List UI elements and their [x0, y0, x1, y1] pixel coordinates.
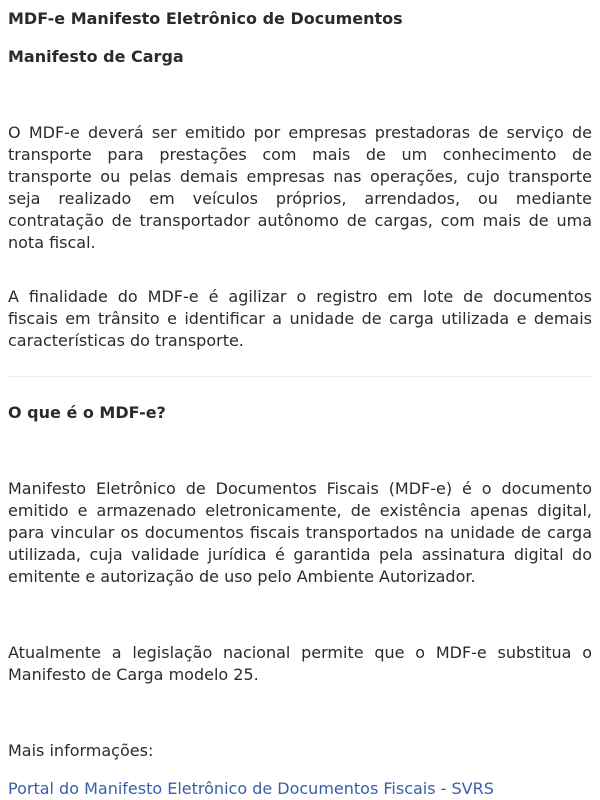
document-subtitle: Manifesto de Carga [8, 47, 184, 66]
paragraph-legislation: Atualmente a legislação nacional permite que o MDF-e substitua o Manifesto de Carga modelo 25. [8, 643, 592, 684]
section-heading: O que é o MDF-e? [8, 403, 166, 422]
paragraph-purpose: A finalidade do MDF-e é agilizar o registro em lote de documentos fiscais em trânsito e identificar a unidade de carga utilizada e demais características do transporte. [8, 287, 592, 350]
document-title: MDF-e Manifesto Eletrônico de Documentos [8, 9, 403, 28]
paragraph-emission-rules: O MDF-e deverá ser emitido por empresas prestadoras de serviço de transporte para prestações com mais de um conhecimento de transporte ou pelas demais empresas nas operações, cujo transporte seja realizado em veículos próprios, arrendados, ou mediante contratação de transportador autônomo de cargas, com mais de uma nota fiscal. [8, 123, 592, 252]
more-info-label: Mais informações: [8, 741, 154, 760]
section-divider [8, 376, 592, 377]
portal-link[interactable]: Portal do Manifesto Eletrônico de Documentos Fiscais - SVRS [8, 779, 494, 798]
paragraph-definition: Manifesto Eletrônico de Documentos Fiscais (MDF-e) é o documento emitido e armazenado eletronicamente, de existência apenas digital, para vincular os documentos fiscais transportados na unidade de carga utilizada, cuja validade jurídica é garantida pela assinatura digital do emitente e autorização de uso pelo Ambiente Autorizador. [8, 479, 592, 586]
